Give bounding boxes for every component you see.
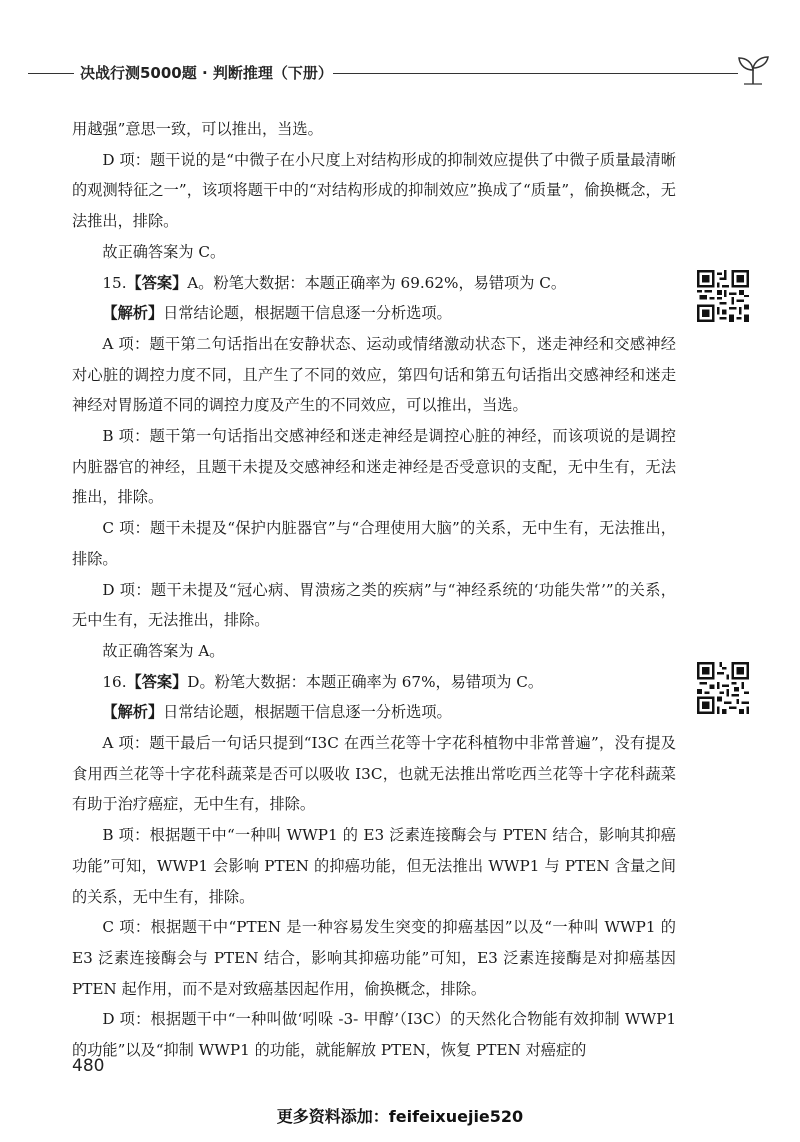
paragraph-option-b: B 项：题干第一句话指出交感神经和迷走神经是调控心脏的神经，而该项说的是调控内脏器官的神经，且题干未提及交感神经和迷走神经是否受意识的支配，无中生有，无法推出，排除。 [72,427,676,507]
paragraph-option-a: A 项：题干最后一句话只提到“I3C 在西兰花等十字花科植物中非常普遍”，没有提及食用西兰花等十字花科蔬菜是否可以吸收 I3C，也就无法推出常吃西兰花等十字花科蔬菜有助于治疗癌症，无中生有，排除。 [72,734,676,814]
analysis-label: 【解析】 [102,304,164,323]
paragraph-option-b: B 项：根据题干中“一种叫 WWP1 的 E3 泛素连接酶会与 PTEN 结合，影响其抑癌功能”可知，WWP1 会影响 PTEN 的抑癌功能，但无法推出 WWP1 与 PTEN 含量之间的关系，无中生有，排除。 [72,826,676,906]
footer-note: 更多资料添加：feifeixuejie520 [276,1107,524,1126]
paragraph-answer-15: 15.【答案】A。粉笔大数据：本题正确率为 69.62%，易错项为 C。 [102,273,567,292]
question-number: 16. [102,672,127,691]
paragraph-conclusion: 故正确答案为 C。 [102,242,226,261]
page-number: 480 [72,1056,105,1076]
header-rule-right [333,73,738,74]
paragraph-option-a: A 项：题干第二句话指出在安静状态、运动或情绪激动状态下，迷走神经和交感神经对心脏的调控力度不同，且产生了不同的效应，第四句话和第五句话指出交感神经和迷走神经对胃肠道不同的调控力度及产生的不同效应，可以推出，当选。 [72,334,676,415]
paragraph-option-d: D 项：根据题干中“一种叫做‘吲哚 -3- 甲醇’（I3C）的天然化合物能有效抑制 WWP1 的功能”以及“抑制 WWP1 的功能，就能解放 PTEN，恢复 PTEN 对癌症的 [72,1010,676,1060]
header-title: 决战行测5000题 · 判断推理（下册） [80,64,333,82]
header-rule-left [28,73,74,74]
qr-code-icon[interactable] [697,662,749,714]
paragraph-analysis-16: 【解析】日常结论题，根据题干信息逐一分析选项。 [102,703,452,722]
answer-label: 【答案】 [126,672,188,691]
analysis-label: 【解析】 [102,703,164,722]
paragraph-option-c: C 项：题干未提及“保护内脏器官”与“合理使用大脑”的关系，无中生有，无法推出，排除。 [72,519,676,568]
answer-label: 【答案】 [126,273,188,292]
question-number: 15. [102,273,127,292]
paragraph-option-c: C 项：根据题干中“PTEN 是一种容易发生突变的抑癌基因”以及“一种叫 WWP1 的 E3 泛素连接酶会与 PTEN 结合，影响其抑癌功能”可知，E3 泛素连接酶是对抑癌基因 PTEN 起作用，而不是对致癌基因起作用，偷换概念，排除。 [72,918,676,998]
paragraph-analysis-15: 【解析】日常结论题，根据题干信息逐一分析选项。 [102,304,452,323]
running-header [28,58,768,90]
qr-code-icon[interactable] [697,270,749,322]
sprout-icon [736,52,770,86]
paragraph-option-d: D 项：题干未提及“冠心病、胃溃疡之类的疾病”与“神经系统的‘功能失常’”的关系，无中生有，无法推出，排除。 [72,580,676,630]
answer-body [72,114,676,1066]
paragraph-option-d: D 项：题干说的是“中微子在小尺度上对结构形成的抑制效应提供了中微子质量最清晰的观测特征之一”，该项将题干中的“对结构形成的抑制效应”换成了“质量”，偷换概念，无法推出，排除。 [72,150,676,231]
paragraph-answer-16: 16.【答案】D。粉笔大数据：本题正确率为 67%，易错项为 C。 [102,672,544,691]
paragraph-conclusion: 故正确答案为 A。 [102,641,225,660]
paragraph-continuation: 用越强”意思一致，可以推出，当选。 [72,120,323,138]
